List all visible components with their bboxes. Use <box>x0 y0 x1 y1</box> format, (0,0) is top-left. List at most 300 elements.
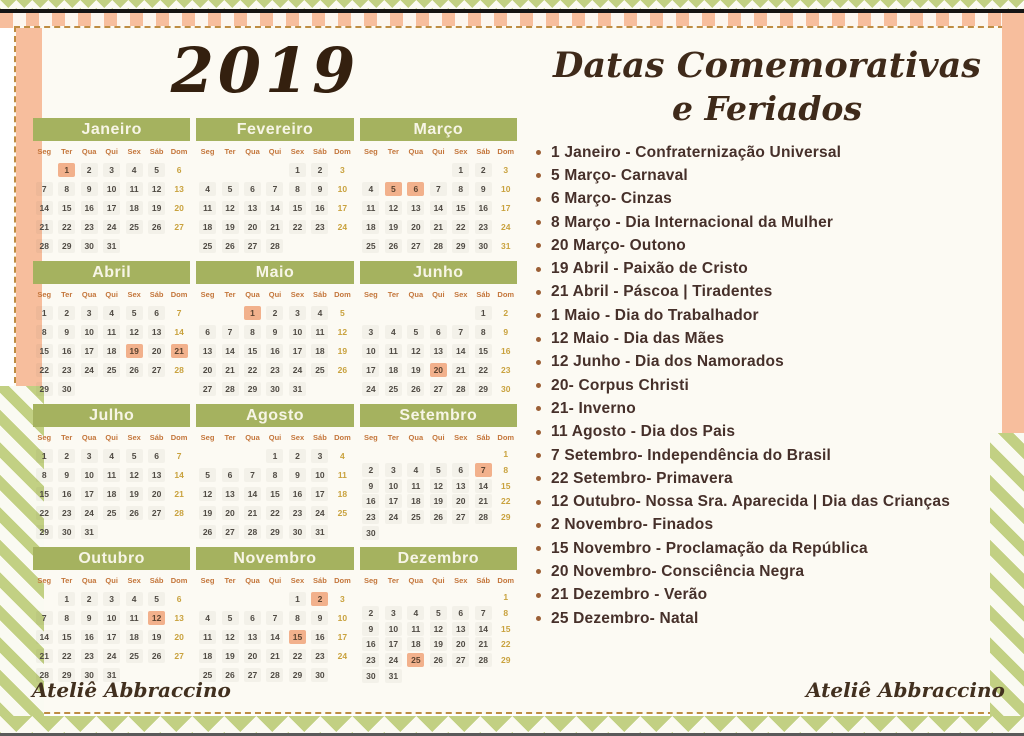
day-cell <box>100 465 122 484</box>
day-cell <box>100 627 122 646</box>
day-cell <box>427 360 449 379</box>
day-cell <box>405 462 427 478</box>
day-number: 3 <box>340 593 345 604</box>
day-cell <box>78 465 100 484</box>
weekday-label: Sex <box>127 147 141 156</box>
day-number: 1 <box>36 449 53 463</box>
day-number: 28 <box>222 382 239 396</box>
day-cell <box>123 217 145 236</box>
day-number: 8 <box>36 325 53 339</box>
day-cell <box>360 446 382 462</box>
day-number: 27 <box>174 650 184 661</box>
day-number: 10 <box>81 468 98 482</box>
day-cell <box>405 322 427 341</box>
day-number: 4 <box>311 306 328 320</box>
day-number: 13 <box>174 612 184 623</box>
day-number: 28 <box>475 653 492 667</box>
day-number: 8 <box>503 464 509 475</box>
holiday-text: 20 Novembro- Consciência Negra <box>551 562 805 580</box>
day-number: 18 <box>407 494 424 508</box>
day-cell <box>123 198 145 217</box>
day-cell <box>405 341 427 360</box>
day-cell <box>331 236 353 255</box>
day-cell <box>495 525 517 541</box>
day-cell <box>360 589 382 605</box>
day-cell <box>196 646 218 665</box>
day-number: 21 <box>244 506 261 520</box>
day-number: 30 <box>362 526 379 540</box>
day-cell <box>168 379 190 398</box>
day-cell <box>331 589 353 608</box>
day-number: 23 <box>311 220 328 234</box>
day-cell <box>145 589 167 608</box>
day-number: 12 <box>148 182 165 196</box>
day-cell <box>309 446 331 465</box>
day-number: 3 <box>103 163 120 177</box>
holiday-text: 25 Dezembro- Natal <box>551 609 699 627</box>
day-number: 5 <box>407 325 424 339</box>
day-number: 20 <box>430 363 447 377</box>
day-number: 30 <box>475 239 492 253</box>
day-number: 22 <box>36 363 53 377</box>
day-number: 18 <box>407 637 424 651</box>
day-number: 24 <box>103 220 120 234</box>
holiday-text: 20 Março- Outono <box>551 236 686 254</box>
day-number: 24 <box>289 363 306 377</box>
day-cell <box>309 341 331 360</box>
day-cell <box>145 608 167 627</box>
day-cell <box>55 198 77 217</box>
weekday-label: Qua <box>245 576 260 585</box>
day-cell <box>264 665 286 684</box>
day-number: 10 <box>337 183 348 194</box>
day-cell <box>264 465 286 484</box>
day-cell <box>219 179 241 198</box>
month-header: Junho <box>360 261 517 284</box>
day-cell <box>360 478 382 494</box>
day-cell <box>405 652 427 668</box>
day-number: 21 <box>222 363 239 377</box>
day-cell <box>331 160 353 179</box>
day-cell <box>427 236 449 255</box>
bullet-icon <box>536 173 541 178</box>
day-number: 10 <box>362 344 379 358</box>
weekday-label: Qua <box>81 290 97 299</box>
day-cell <box>145 503 167 522</box>
day-cell <box>264 303 286 322</box>
day-cell <box>196 179 218 198</box>
day-number: 25 <box>103 363 120 377</box>
day-number: 5 <box>148 163 165 177</box>
day-cell <box>100 341 122 360</box>
day-number: 13 <box>452 622 469 636</box>
day-number: 2 <box>362 606 379 620</box>
day-number: 30 <box>81 668 98 682</box>
day-cell <box>196 627 218 646</box>
weekday-label: Seg <box>364 433 378 442</box>
day-cell <box>33 484 55 503</box>
month-header: Agosto <box>196 404 353 427</box>
day-number: 9 <box>266 325 283 339</box>
day-cell <box>427 379 449 398</box>
weekday-label: Dom <box>334 290 351 299</box>
holiday-text: 7 Setembro- Independência do Brasil <box>551 446 832 464</box>
day-number: 18 <box>311 344 328 358</box>
day-cell <box>241 589 263 608</box>
day-cell <box>241 484 263 503</box>
day-cell <box>331 341 353 360</box>
day-number: 13 <box>430 344 447 358</box>
day-cell <box>123 522 145 541</box>
bullet-icon <box>536 267 541 272</box>
day-number: 15 <box>58 201 75 215</box>
day-number: 14 <box>244 487 261 501</box>
day-cell <box>241 503 263 522</box>
day-cell <box>168 589 190 608</box>
day-number: 23 <box>81 220 98 234</box>
bullet-icon <box>536 360 541 365</box>
day-number: 4 <box>407 606 424 620</box>
day-cell <box>360 668 382 684</box>
day-cell <box>78 646 100 665</box>
day-number: 31 <box>103 239 120 253</box>
day-number: 14 <box>475 622 492 636</box>
holiday-text: 12 Outubro- Nossa Sra. Aparecida | Dia das Crianças <box>551 493 951 511</box>
day-number: 23 <box>266 363 283 377</box>
day-number: 29 <box>266 525 283 539</box>
day-cell <box>360 198 382 217</box>
day-cell <box>472 652 494 668</box>
day-cell <box>241 522 263 541</box>
day-cell <box>196 522 218 541</box>
day-cell <box>382 160 404 179</box>
day-cell <box>360 360 382 379</box>
day-cell <box>123 360 145 379</box>
day-cell <box>331 484 353 503</box>
day-number: 12 <box>222 201 239 215</box>
day-number: 19 <box>126 487 143 501</box>
holiday-item <box>534 421 1006 444</box>
weekday-label: Seg <box>200 147 215 156</box>
day-cell <box>100 179 122 198</box>
day-number: 20 <box>148 487 165 501</box>
day-cell <box>309 217 331 236</box>
month-fevereiro <box>196 118 353 255</box>
day-cell <box>78 503 100 522</box>
day-cell <box>286 484 308 503</box>
weekday-label: Dom <box>497 433 515 442</box>
day-cell <box>405 668 427 684</box>
day-cell <box>450 668 472 684</box>
day-cell <box>33 160 55 179</box>
day-number: 24 <box>311 506 328 520</box>
day-cell <box>145 217 167 236</box>
day-number: 3 <box>311 449 328 463</box>
weekday-label: Dom <box>497 576 515 585</box>
day-number: 22 <box>244 363 261 377</box>
day-cell <box>123 484 145 503</box>
day-cell <box>168 627 190 646</box>
month-days-grid <box>33 303 190 398</box>
day-cell <box>78 589 100 608</box>
day-cell <box>78 179 100 198</box>
day-number: 20 <box>199 363 216 377</box>
day-number: 20 <box>407 220 424 234</box>
day-cell <box>331 217 353 236</box>
day-cell <box>427 322 449 341</box>
month-setembro <box>360 404 517 541</box>
day-cell <box>78 160 100 179</box>
day-cell <box>495 360 517 379</box>
day-cell <box>33 608 55 627</box>
day-number: 10 <box>103 611 120 625</box>
day-number: 23 <box>362 653 379 667</box>
day-cell <box>382 668 404 684</box>
day-number: 17 <box>289 344 306 358</box>
day-cell <box>241 665 263 684</box>
weekday-label: Sáb <box>149 147 164 156</box>
day-cell <box>472 160 494 179</box>
day-cell <box>382 446 404 462</box>
day-number: 25 <box>407 510 424 524</box>
bullet-icon <box>536 243 541 248</box>
month-julho <box>33 404 190 541</box>
day-cell <box>405 636 427 652</box>
day-cell <box>100 217 122 236</box>
day-cell <box>495 652 517 668</box>
day-cell <box>55 522 77 541</box>
day-cell <box>241 360 263 379</box>
day-cell <box>472 478 494 494</box>
day-cell <box>33 322 55 341</box>
day-number: 25 <box>407 653 424 667</box>
day-number: 19 <box>222 220 239 234</box>
day-number: 27 <box>452 653 469 667</box>
day-cell <box>405 303 427 322</box>
day-number: 2 <box>475 163 492 177</box>
day-cell <box>309 465 331 484</box>
day-cell <box>264 341 286 360</box>
day-number: 15 <box>452 201 469 215</box>
day-cell <box>495 341 517 360</box>
day-number: 19 <box>407 363 424 377</box>
day-cell <box>331 303 353 322</box>
day-cell <box>55 217 77 236</box>
day-number: 25 <box>337 507 348 518</box>
day-number: 11 <box>407 622 424 636</box>
weekday-label: Qua <box>245 433 260 442</box>
day-cell <box>55 341 77 360</box>
day-cell <box>472 360 494 379</box>
day-cell <box>331 627 353 646</box>
month-days-grid <box>360 303 517 398</box>
day-cell <box>495 589 517 605</box>
day-number: 4 <box>126 592 143 606</box>
day-number: 31 <box>501 240 511 251</box>
weekday-label: Sáb <box>313 147 327 156</box>
holiday-text: 20- Corpus Christi <box>551 376 689 394</box>
day-cell <box>241 217 263 236</box>
day-cell <box>427 179 449 198</box>
day-number: 6 <box>199 325 216 339</box>
month-header: Julho <box>33 404 190 427</box>
weekday-header-row <box>33 286 190 303</box>
day-cell <box>196 217 218 236</box>
day-number: 16 <box>81 201 98 215</box>
day-cell <box>450 160 472 179</box>
day-number: 14 <box>36 630 53 644</box>
day-cell <box>286 236 308 255</box>
holiday-item <box>534 467 1006 490</box>
day-number: 30 <box>58 525 75 539</box>
day-cell <box>450 341 472 360</box>
day-cell <box>360 462 382 478</box>
day-cell <box>100 236 122 255</box>
weekday-label: Sex <box>290 576 305 585</box>
day-cell <box>145 646 167 665</box>
day-number: 1 <box>58 592 75 606</box>
day-number: 23 <box>501 364 511 375</box>
holiday-text: 6 Março- Cinzas <box>551 190 673 208</box>
holiday-item <box>534 304 1006 327</box>
day-number: 28 <box>174 507 184 518</box>
day-number: 4 <box>199 611 216 625</box>
day-number: 16 <box>311 201 328 215</box>
day-cell <box>33 198 55 217</box>
day-cell <box>309 322 331 341</box>
day-cell <box>427 478 449 494</box>
day-cell <box>264 236 286 255</box>
holiday-item <box>534 211 1006 234</box>
day-number: 9 <box>362 479 379 493</box>
day-number: 26 <box>222 239 239 253</box>
top-chevron-border <box>0 0 1024 9</box>
day-number: 22 <box>501 639 511 650</box>
day-cell <box>33 217 55 236</box>
day-number: 17 <box>362 363 379 377</box>
day-number: 12 <box>430 479 447 493</box>
day-number: 7 <box>176 450 182 461</box>
day-number: 20 <box>244 220 261 234</box>
day-cell <box>360 179 382 198</box>
day-number: 13 <box>244 201 261 215</box>
weekday-header-row <box>196 572 353 589</box>
day-cell <box>264 608 286 627</box>
day-cell <box>168 341 190 360</box>
day-cell <box>55 322 77 341</box>
bullet-icon <box>536 523 541 528</box>
day-cell <box>427 636 449 652</box>
day-cell <box>405 493 427 509</box>
day-cell <box>382 303 404 322</box>
day-cell <box>360 379 382 398</box>
day-cell <box>360 621 382 637</box>
day-cell <box>286 179 308 198</box>
day-cell <box>55 627 77 646</box>
day-cell <box>450 360 472 379</box>
day-cell <box>450 236 472 255</box>
day-number: 11 <box>103 325 120 339</box>
day-cell <box>78 303 100 322</box>
day-cell <box>196 379 218 398</box>
day-number: 14 <box>452 344 469 358</box>
page-title <box>528 44 1006 129</box>
day-cell <box>241 236 263 255</box>
day-cell <box>219 303 241 322</box>
day-number: 3 <box>503 164 509 175</box>
day-number: 1 <box>503 448 509 459</box>
day-cell <box>286 503 308 522</box>
day-cell <box>495 493 517 509</box>
day-number: 27 <box>244 668 261 682</box>
day-cell <box>241 160 263 179</box>
day-number: 21 <box>36 649 53 663</box>
month-header: Setembro <box>360 404 517 427</box>
weekday-header-row <box>33 429 190 446</box>
day-cell <box>219 465 241 484</box>
day-number: 4 <box>385 325 402 339</box>
day-cell <box>78 379 100 398</box>
holiday-item <box>534 560 1006 583</box>
weekday-label: Seg <box>37 290 52 299</box>
day-cell <box>78 446 100 465</box>
holiday-item <box>534 490 1006 513</box>
day-cell <box>241 341 263 360</box>
day-number: 23 <box>362 510 379 524</box>
weekday-label: Ter <box>61 576 73 585</box>
day-cell <box>145 360 167 379</box>
day-number: 14 <box>222 344 239 358</box>
holiday-item <box>534 537 1006 560</box>
weekday-label: Qui <box>268 433 282 442</box>
day-number: 27 <box>244 239 261 253</box>
day-number: 14 <box>475 479 492 493</box>
day-cell <box>405 217 427 236</box>
day-cell <box>405 589 427 605</box>
day-cell <box>100 646 122 665</box>
day-number: 28 <box>430 239 447 253</box>
day-cell <box>495 446 517 462</box>
day-number: 19 <box>199 506 216 520</box>
day-number: 17 <box>337 631 348 642</box>
day-number: 6 <box>176 593 182 604</box>
day-cell <box>196 446 218 465</box>
day-number: 13 <box>174 183 184 194</box>
month-header: Novembro <box>196 547 353 570</box>
day-number: 14 <box>430 201 447 215</box>
day-cell <box>450 217 472 236</box>
day-number: 17 <box>103 630 120 644</box>
day-number: 21 <box>430 220 447 234</box>
day-number: 3 <box>81 306 98 320</box>
day-number: 7 <box>475 463 492 477</box>
holiday-item <box>534 374 1006 397</box>
day-cell <box>123 446 145 465</box>
day-cell <box>472 446 494 462</box>
day-number: 29 <box>452 239 469 253</box>
weekday-label: Qua <box>245 147 260 156</box>
day-number: 6 <box>452 463 469 477</box>
day-number: 25 <box>126 220 143 234</box>
weekday-label: Sáb <box>149 290 164 299</box>
day-cell <box>331 665 353 684</box>
day-number: 29 <box>501 512 511 523</box>
day-cell <box>264 322 286 341</box>
day-cell <box>168 322 190 341</box>
day-cell <box>100 198 122 217</box>
day-number: 26 <box>407 382 424 396</box>
holiday-text: 12 Maio - Dia das Mães <box>551 330 725 348</box>
